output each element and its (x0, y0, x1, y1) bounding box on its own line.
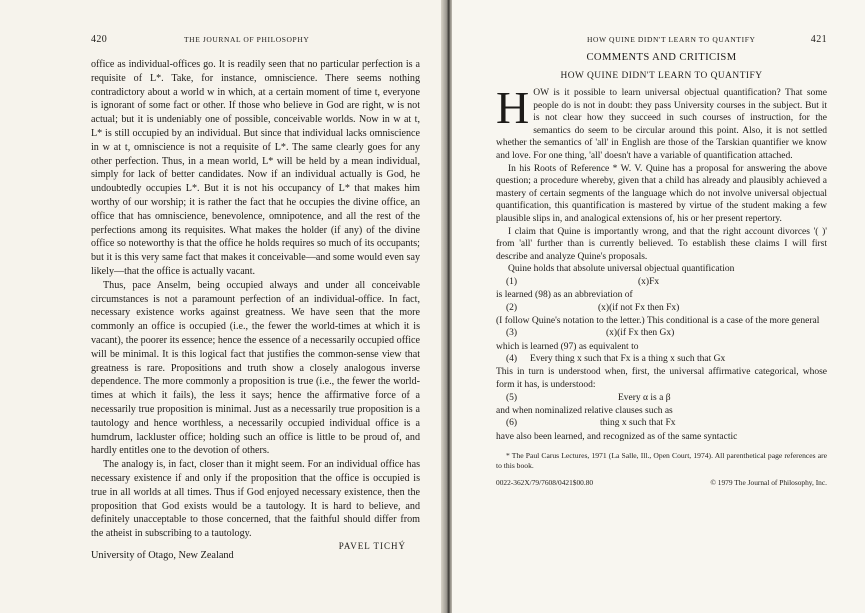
paragraph: (I follow Quine's notation to the letter.) This conditional is a case of the more general (496, 315, 820, 326)
paragraph: Thus, pace Anselm, being occupied always and under all conceivable circumstances is not a paramount perfection of an individual-office. In fact, necessary existence works against greatness. We have seen that the more commonly an office is occupied (i.e., the fewer the world-times at which it is vacant), the poorer its essence; hence the essence of a necessarily occupied office will be minimal. It is this logical fact that justifies the common-sense view that greatness is rare. Propositions and truth show a closely analogous inverse dependence. The more commonly a proposition is true (i.e., the fewer the world-times at which it fails), the less it says; hence the affirmative force of a necessarily true proposition is minimal. Just as a necessarily true proposition is a tautology and hence worthless, a necessarily occupied individual office is a humdrum, lackluster office; holding such an office is little to be proud of, and hardly entitles one to the devotion of others. (91, 279, 420, 457)
paragraph: I claim that Quine is importantly wrong, and that the right account divorces '( )' from 'all' further than is currently believed. To establish these claims I will first describe and analyze Quine's proposals. (496, 226, 827, 262)
page-number-left: 420 (91, 34, 108, 45)
signature-row (91, 540, 420, 563)
paragraph-text: OW is it possible to learn universal objectual quantification? That some people do is not in doubt: they pass University courses in the subject. But it is not clear how they succeed in such courses of instruction, for the semantics do seem to be circular around this point. Also, it is not settled whether the semantics of 'all' in English are those of the Tarskian quantifier we know and love. For one thing, 'all' doesn't have a variable of quantification attached. (496, 88, 827, 161)
article-title: HOW QUINE DIDN'T LEARN TO QUANTIFY (560, 71, 763, 81)
article-running-title: HOW QUINE DIDN'T LEARN TO QUANTIFY (587, 35, 756, 44)
author-name: PAVEL TICHÝ (338, 540, 406, 551)
formula-expression: (x)(if not Fx then Fx) (598, 302, 680, 313)
copyright-notice: © 1979 The Journal of Philosophy, Inc. (710, 478, 827, 488)
formula-expression: Every thing x such that Fx is a thing x such that Gx (530, 354, 726, 365)
formula-expression: Every α is a β (618, 392, 671, 403)
paragraph: The analogy is, in fact, closer than it might seem. For an individual office has necessary existence if and only if the proposition that the office is occupied is true in all worlds at all times. Thus if God enjoyed necessary existence, then the proposition that God exists would be a tautology. It is hard to believe, and definitely unacceptable to those concerned, that the faithful should differ from the atheist in subscribing to a tautology. (91, 459, 420, 540)
opening-paragraph (496, 82, 827, 163)
author-affiliation: University of Otago, New Zealand (91, 549, 234, 561)
formula-3 (496, 327, 827, 340)
formula-number: (4) (506, 354, 518, 365)
formula-2 (496, 302, 827, 315)
formula-expression: (x)Fx (638, 276, 660, 287)
paragraph: Quine holds that absolute universal objectual quantification (508, 264, 735, 275)
running-head-right (496, 34, 827, 48)
footnote-text: * The Paul Carus Lectures, 1971 (La Salle, Ill., Open Court, 1974). All parenthetical page references are to this book. (496, 451, 827, 470)
journal-title: THE JOURNAL OF PHILOSOPHY (184, 35, 310, 44)
formula-number: (1) (506, 276, 518, 287)
paragraph: is learned (98) as an abbreviation of (496, 290, 633, 301)
drop-cap: H (496, 82, 530, 133)
paragraph: and when nominalized relative clauses such as (496, 405, 673, 416)
right-page (452, 0, 865, 613)
formula-1 (496, 276, 827, 289)
formula-number: (5) (506, 392, 518, 403)
formula-6 (496, 417, 827, 430)
page-number-right: 421 (810, 34, 827, 45)
formula-expression: (x)(if Fx then Gx) (606, 328, 675, 339)
section-title: COMMENTS AND CRITICISM (586, 52, 737, 63)
left-page-body (91, 58, 420, 541)
running-head-left (91, 34, 420, 48)
formula-number: (2) (506, 302, 518, 313)
footnote (496, 449, 827, 470)
formula-number: (6) (506, 418, 518, 429)
right-page-body (496, 82, 827, 443)
paragraph: which is learned (97) as equivalent to (496, 341, 639, 352)
paragraph: office as individual-offices go. It is readily seen that no particular perfection is a requisite of L*. Take, for instance, omniscience. There seems nothing contradictory about a world w in which, at a certain moment of time t, everyone is ignorant of some fact or other. If those who believe in God are right, w is not actual; but it is undeniably one of possible, conceivable worlds. Now in w at t, L* is still occupied by an individual. But since that individual lacks omniscience in w at t, omniscience is not a requisite of L*. The same clearly goes for any other perfection. Thus, in a mean world, L* will be held by a mean individual, simply for lack of better candidates. Now if an individual actually is God, he undoubtedly occupies L*. But it is not his occupancy of L* that makes him worthy of our worship; it is rather the fact that he occupies the divine office, an office that has omniscience, benevolence, omnipotence, and all the rest of the perfections among its requisites. What makes the holder (if any) of the divine office so noteworthy is that the office he holds requires so much of its occupants; but it is this very same fact that makes it conceivable—and some would even say likely—that the office is actually vacant. (91, 59, 420, 277)
copyright-row (496, 478, 827, 488)
formula-4 (496, 353, 827, 366)
formula-number: (3) (506, 328, 518, 339)
paragraph: In his Roots of Reference * W. V. Quine has a proposal for answering the above question; a procedure whereby, given that a child has already and plausibly achieved a mastery of certain segments of the language which do not involve universal objectual quantification, this quantification is mastered by virtue of the student making a few plausible slips in, and analogical extensions of, his or her present repertory. (496, 163, 827, 224)
issn-code: 0022-362X/79/7608/0421$00.80 (496, 478, 594, 488)
formula-expression: thing x such that Fx (600, 418, 676, 429)
formula-5 (496, 392, 827, 405)
paragraph: This in turn is understood when, first, the universal affirmative categorical, whose form it has, is understood: (496, 367, 827, 391)
paragraph: have also been learned, and recognized as of the same syntactic (496, 431, 738, 442)
